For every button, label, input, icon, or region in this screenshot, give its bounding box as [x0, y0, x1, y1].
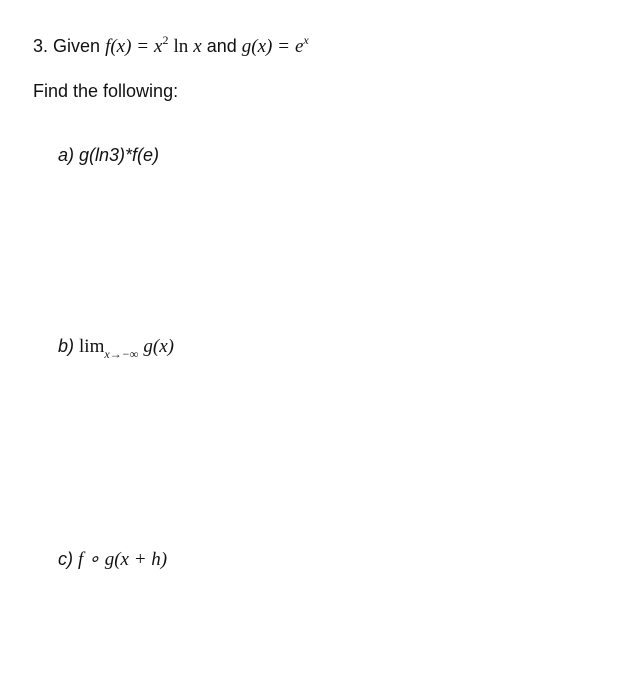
part-c-label: c)	[58, 549, 73, 569]
ln-operator: ln	[173, 36, 189, 57]
part-b-expression: g(x)	[143, 336, 174, 357]
problem-statement	[33, 35, 309, 58]
limit-subscript: x→−∞	[104, 347, 139, 361]
question-number: 3.	[33, 36, 49, 56]
instruction-text: Find the following:	[33, 81, 179, 101]
g-definition-exponent: x	[303, 33, 309, 47]
g-definition-base: e	[294, 36, 304, 57]
part-a	[58, 144, 159, 166]
given-label: Given	[53, 36, 101, 56]
part-c-expression: f ∘ g(x + h)	[78, 549, 168, 570]
limit-operator: lim	[79, 336, 105, 357]
f-definition-exponent: 2	[162, 33, 169, 47]
conjunction-and: and	[206, 36, 237, 56]
f-definition-argument: x	[193, 36, 202, 57]
f-definition-base: x	[154, 36, 163, 57]
part-b-label: b)	[58, 336, 75, 356]
f-definition-lhs: f(x) =	[105, 36, 150, 57]
g-definition-lhs: g(x) =	[241, 36, 290, 57]
part-b	[58, 335, 174, 361]
part-a-expression: g(ln3)*f(e)	[79, 145, 160, 165]
part-c	[58, 548, 167, 571]
part-a-label: a)	[58, 145, 75, 165]
